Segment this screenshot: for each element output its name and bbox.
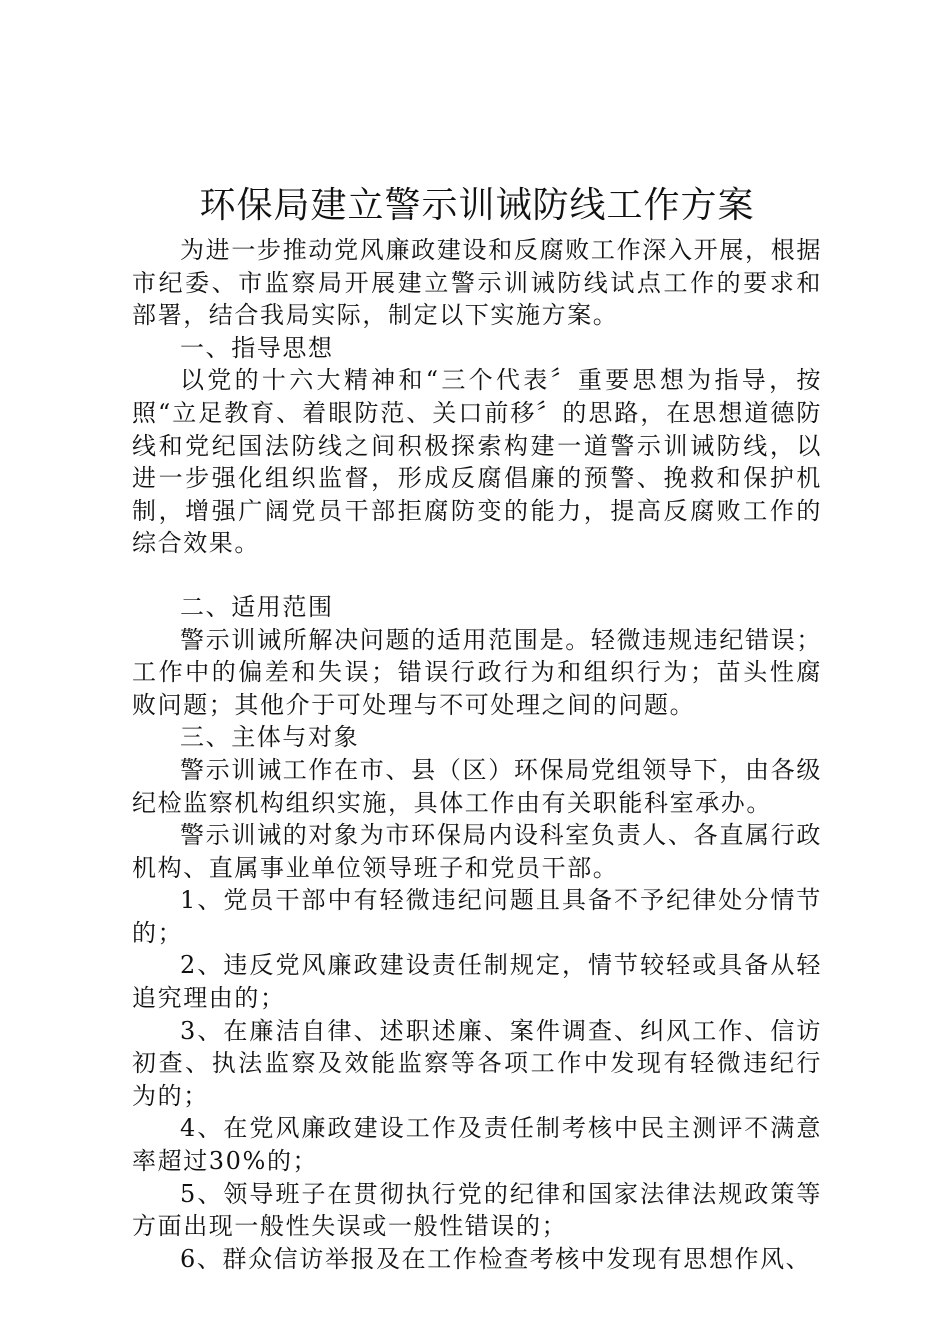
intro-paragraph: 为进一步推动党风廉政建设和反腐败工作深入开展，根据市纪委、市监察局开展建立警示训诫防线试点工作的要求和部署，结合我局实际，制定以下实施方案。 [132, 236, 822, 330]
list-item-2: 2、违反党风廉政建设责任制规定，情节较轻或具备从轻追究理由的； [132, 951, 822, 1013]
object-paragraph: 警示训诫的对象为市环保局内设科室负责人、各直属行政机构、直属事业单位领导班子和党员干部。 [132, 821, 822, 882]
list-item-5: 5、领导班子在贯彻执行党的纪律和国家法律法规政策等方面出现一般性失误或一般性错误的； [132, 1179, 822, 1241]
list-item-4: 4、在党风廉政建设工作及责任制考核中民主测评不满意率超过30%的； [132, 1114, 822, 1176]
section-heading-guiding-ideology: 一、指导思想 [180, 333, 334, 362]
paragraph-spacer [132, 560, 822, 591]
document-page [132, 180, 822, 1275]
list-item-3: 3、在廉洁自律、述职述廉、案件调查、纠风工作、信访初查、执法监察及效能监察等各项工作中发现有轻微违纪行为的； [132, 1016, 822, 1110]
subject-paragraph: 警示训诫工作在市、县（区）环保局党组领导下，由各级纪检监察机构组织实施，具体工作由有关职能科室承办。 [132, 755, 822, 817]
list-item-1: 1、党员干部中有轻微违纪问题且具备不予纪律处分情节的； [132, 886, 822, 947]
section-heading-scope: 二、适用范围 [180, 592, 334, 621]
list-item-6: 6、群众信访举报及在工作检查考核中发现有思想作风、 [180, 1244, 812, 1273]
guiding-ideology-paragraph: 以党的十六大精神和“三个代表〞重要思想为指导，按照“立足教育、着眼防范、关口前移〞的思路，在思想道德防线和党纪国法防线之间积极探索构建一道警示训诫防线，以进一步强化组织监督，形成反腐倡廉的预警、挽救和保护机制，增强广阔党员干部拒腐防变的能力，提高反腐败工作的综合效果。 [132, 366, 822, 558]
document-title: 环保局建立警示训诫防线工作方案 [199, 185, 755, 226]
section-heading-subject-object: 三、主体与对象 [180, 723, 360, 752]
scope-paragraph: 警示训诫所解决问题的适用范围是。轻微违规违纪错误；工作中的偏差和失误；错误行政行为和组织行为；苗头性腐败问题；其他介于可处理与不可处理之间的问题。 [132, 625, 822, 719]
